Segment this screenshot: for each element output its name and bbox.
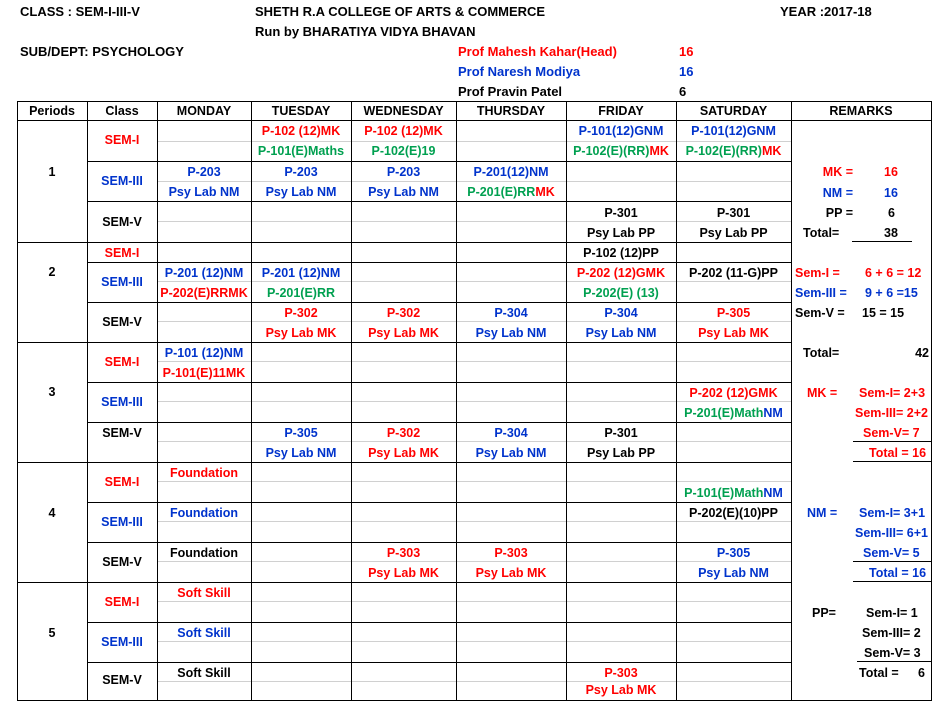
remark-sem5-label: Sem-V = (795, 306, 845, 320)
prof-name-nm: Prof Naresh Modiya (458, 64, 581, 79)
class-label-sem5: SEM-V (102, 555, 142, 569)
lecture-cell: P-102(E)(RR)MK (685, 144, 782, 158)
lecture-cell: P-305 (284, 426, 318, 440)
class-label-sem3: SEM-III (101, 174, 143, 188)
col-header-saturday: SATURDAY (699, 104, 768, 118)
col-header-monday: MONDAY (176, 104, 232, 118)
class-label-sem3: SEM-III (101, 635, 143, 649)
remark-total-label: Total= (803, 226, 840, 240)
remark-sem3-label: Sem-III = (795, 286, 847, 300)
lecture-cell: P-101 (12)NM (164, 346, 244, 360)
lecture-cell: P-102 (12)MK (261, 124, 341, 138)
lecture-cell: P-101(12)GNM (578, 124, 664, 138)
remark-mk2-label: MK = (807, 386, 838, 400)
remark-nm-sem5: Sem-V= 5 (863, 546, 920, 560)
remark-nm-total: Total = 16 (869, 566, 927, 580)
lecture-cell: P-302 (284, 306, 318, 320)
lecture-cell: P-305 (716, 546, 751, 560)
lecture-cell: Psy Lab MK (368, 326, 439, 340)
remark-sem1-label: Sem-I = (795, 266, 840, 280)
lecture-cell: P-203 (386, 165, 421, 179)
lecture-cell: Psy Lab NM (585, 326, 657, 340)
remark-mk-total: Total = 16 (869, 446, 927, 460)
lecture-cell: Psy Lab NM (698, 566, 769, 580)
remark-mk-sem3: Sem-III= 2+2 (855, 406, 928, 420)
lecture-cell: Psy Lab PP (586, 446, 656, 460)
lecture-cell: Psy Lab MK (475, 566, 547, 580)
lecture-cell: P-203 (187, 165, 221, 179)
remark-sem1-calc: 6 + 6 = 12 (865, 266, 922, 280)
remark-pp-sem5: Sem-V= 3 (864, 646, 921, 660)
lecture-cell: Psy Lab NM (475, 446, 547, 460)
lecture-cell: Psy Lab PP (586, 226, 656, 240)
class-label-sem3: SEM-III (101, 515, 143, 529)
lecture-cell: Soft Skill (177, 626, 231, 640)
lecture-cell: P-203 (284, 165, 318, 179)
lecture-cell: P-201(E)MathNM (684, 406, 783, 420)
lecture-cell: P-201 (12)NM (261, 266, 341, 280)
lecture-cell: P-201(E)RR (266, 286, 336, 300)
lecture-cell: Psy Lab MK (265, 326, 337, 340)
remark-pp-value: 6 (888, 206, 895, 220)
lecture-cell: P-101(12)GNM (691, 124, 776, 138)
lecture-cell: P-202 (12)GMK (689, 386, 778, 400)
lecture-cell: Soft Skill (177, 586, 231, 600)
lecture-cell: Psy Lab MK (698, 326, 769, 340)
remark-nm-value: 16 (884, 186, 898, 200)
lecture-cell: P-102 (12)MK (364, 124, 443, 138)
lecture-cell: P-304 (494, 306, 528, 320)
lecture-cell: Psy Lab NM (265, 446, 337, 460)
lecture-cell: P-202 (12)GMK (576, 266, 666, 280)
col-header-thursday: THURSDAY (476, 104, 546, 118)
class-label-sem5: SEM-V (102, 215, 142, 229)
lecture-cell: P-202(E)(10)PP (689, 506, 778, 520)
remark-pp-sem1: Sem-I= 1 (866, 606, 918, 620)
remark-total-value: 38 (884, 226, 898, 240)
remark-mk-value: 16 (884, 165, 898, 179)
lecture-cell: P-102(E)(RR)MK (573, 144, 669, 158)
prof-name-mk: Prof Mahesh Kahar(Head) (458, 44, 617, 59)
class-label-sem1: SEM-I (104, 246, 140, 260)
class-label-sem1: SEM-I (104, 355, 140, 369)
lecture-cell: Psy Lab MK (368, 446, 439, 460)
lecture-cell: Psy Lab NM (368, 185, 439, 199)
lecture-cell: Psy Lab MK (585, 683, 657, 697)
lecture-cell: Foundation (169, 546, 239, 560)
lecture-cell: P-101(E)11MK (162, 366, 246, 380)
academic-year: YEAR :2017-18 (780, 4, 872, 19)
prof-name-pp: Prof Pravin Patel (458, 84, 563, 99)
lecture-cell: P-304 (494, 426, 528, 440)
remark-pp-total-value: 6 (918, 666, 925, 680)
lecture-cell: P-101(E)Maths (257, 144, 345, 158)
department: SUB/DEPT: PSYCHOLOGY (20, 44, 184, 59)
class-label-sem3: SEM-III (101, 275, 143, 289)
col-header-class: Class (105, 104, 139, 118)
lecture-cell: Psy Lab NM (168, 185, 240, 199)
period-number: 1 (48, 165, 56, 179)
prof-count-pp: 6 (679, 84, 687, 99)
remark-total2-value: 42 (915, 346, 929, 360)
lecture-cell: P-303 (494, 546, 528, 560)
remark-nm-label: NM = (822, 186, 853, 200)
remark-sem3-calc: 9 + 6 =15 (865, 286, 918, 300)
lecture-cell: Foundation (169, 466, 239, 480)
class-label-sem1: SEM-I (104, 475, 140, 489)
period-number: 3 (48, 385, 56, 399)
remark-sem5-calc: 15 = 15 (862, 306, 905, 320)
lecture-cell: P-201(12)NM (473, 165, 549, 179)
lecture-cell: P-305 (716, 306, 751, 320)
remark-mk-sem1: Sem-I= 2+3 (859, 386, 926, 400)
college-name: SHETH R.A COLLEGE OF ARTS & COMMERCE (255, 4, 546, 19)
lecture-cell: P-301 (604, 426, 638, 440)
remark-pp-sem3: Sem-III= 2 (862, 626, 921, 640)
lecture-cell: P-202(E) (13) (583, 286, 659, 300)
lecture-cell: P-302 (386, 306, 421, 320)
lecture-cell: Psy Lab NM (265, 185, 337, 199)
col-header-wednesday: WEDNESDAY (363, 104, 444, 118)
remark-pp-label: PP = (825, 206, 853, 220)
class-label-sem3: SEM-III (101, 395, 143, 409)
period-number: 4 (48, 506, 56, 520)
lecture-cell: Psy Lab MK (368, 566, 439, 580)
remark-pp2-label: PP= (812, 606, 836, 620)
lecture-cell: P-303 (386, 546, 421, 560)
lecture-cell: P-301 (716, 206, 751, 220)
lecture-cell: P-102 (12)PP (583, 246, 659, 260)
run-by: Run by BHARATIYA VIDYA BHAVAN (255, 24, 476, 39)
lecture-cell: P-302 (386, 426, 421, 440)
period-number: 5 (48, 626, 56, 640)
class-label-sem1: SEM-I (104, 133, 140, 147)
col-header-friday: FRIDAY (598, 104, 644, 118)
remark-pp-total-label: Total = (859, 666, 899, 680)
lecture-cell: P-202 (11-G)PP (689, 266, 778, 280)
class-label: CLASS : SEM-I-III-V (20, 4, 140, 19)
lecture-cell: P-102(E)19 (371, 144, 436, 158)
col-header-tuesday: TUESDAY (271, 104, 331, 118)
col-header-remarks: REMARKS (829, 104, 893, 118)
class-label-sem5: SEM-V (102, 426, 142, 440)
class-label-sem5: SEM-V (102, 315, 142, 329)
remark-nm-sem1: Sem-I= 3+1 (859, 506, 926, 520)
lecture-cell: P-303 (604, 666, 638, 680)
remark-nm-sem3: Sem-III= 6+1 (855, 526, 928, 540)
lecture-cell: P-201(E)RRMK (467, 185, 555, 199)
prof-count-nm: 16 (679, 64, 694, 79)
remark-total2-label: Total= (803, 346, 840, 360)
lecture-cell: P-202(E)RRMK (160, 286, 248, 300)
lecture-cell: P-101(E)MathNM (684, 486, 783, 500)
prof-count-mk: 16 (679, 44, 694, 59)
lecture-cell: P-201 (12)NM (164, 266, 244, 280)
remark-mk-label: MK = (822, 165, 853, 179)
class-label-sem1: SEM-I (104, 595, 140, 609)
lecture-cell: Soft Skill (177, 666, 231, 680)
remark-nm2-label: NM = (807, 506, 838, 520)
lecture-cell: Psy Lab PP (699, 226, 768, 240)
lecture-cell: P-304 (604, 306, 638, 320)
lecture-cell: P-301 (604, 206, 638, 220)
period-number: 2 (48, 265, 56, 279)
lecture-cell: Foundation (169, 506, 239, 520)
class-label-sem5: SEM-V (102, 673, 142, 687)
col-header-periods: Periods (29, 104, 75, 118)
lecture-cell: Psy Lab NM (475, 326, 547, 340)
remark-mk-sem5: Sem-V= 7 (863, 426, 920, 440)
